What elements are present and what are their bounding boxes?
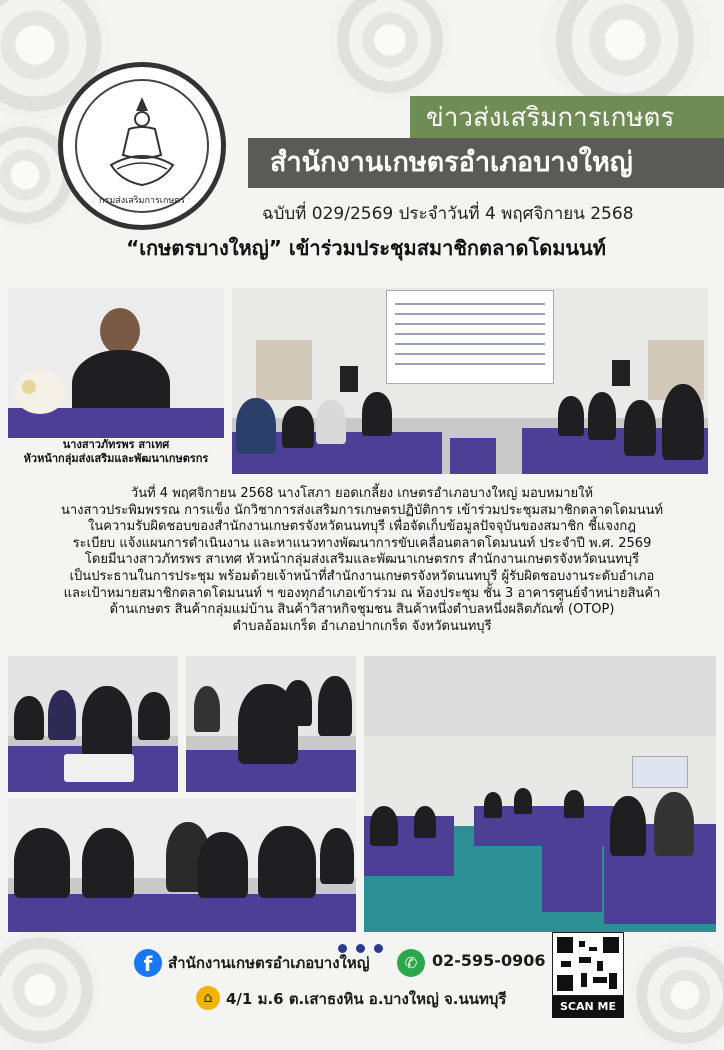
scan-me-label: SCAN ME bbox=[552, 996, 624, 1018]
photo-participants-table bbox=[186, 656, 356, 792]
photo-participants-speaking bbox=[8, 656, 178, 792]
newsletter-title: ข่าวส่งเสริมการเกษตร bbox=[426, 103, 675, 133]
qr-code bbox=[552, 932, 624, 996]
photo-caption bbox=[8, 438, 224, 466]
office-banner bbox=[248, 138, 724, 188]
article-line: นางสาวประพิมพรรณ การแข็ง นักวิชาการส่งเสริมการเกษตรปฏิบัติการ เข้าร่วมประชุมสมาชิกตลาดโดมนนท์ bbox=[60, 502, 664, 518]
article-line: ในความรับผิดชอบของสำนักงานเกษตรจังหวัดนนทบุรี เพื่อจัดเก็บข้อมูลปัจจุบันของสมาชิก ชี้แจงกฎ bbox=[88, 519, 636, 535]
article-line: เป็นประธานในการประชุม พร้อมด้วยเจ้าหน้าที่สำนักงานเกษตรจังหวัดนนทบุรี ผู้รับผิดชอบงานระดับอำเภอ bbox=[69, 568, 655, 584]
article-line: ระเบียบ แจ้งแผนการดำเนินงาน และหาแนวทางพัฒนาการขับเคลื่อนตลาดโดมนนท์ ประจำปี พ.ศ. 2569 bbox=[72, 535, 652, 551]
phone-number: 02-595-0906 bbox=[432, 951, 546, 970]
decorative-flower-bottom-left bbox=[0, 930, 100, 1050]
office-name: สำนักงานเกษตรอำเภอบางใหญ่ bbox=[270, 147, 633, 178]
department-seal-logo bbox=[58, 62, 226, 230]
photo-participants-seated bbox=[8, 798, 356, 932]
decorative-flower-top-center bbox=[330, 0, 450, 100]
article-body bbox=[0, 486, 724, 635]
article-line: และเป้าหมายสมาชิกตลาดโดมนนท์ ฯ ของทุกอำเภอเข้าร่วม ณ ห้องประชุม ชั้น 3 อาคารศูนย์จำหน่ายสินค้า bbox=[63, 585, 661, 601]
photo-chairperson bbox=[8, 288, 224, 438]
page-title: “เกษตรบางใหญ่” เข้าร่วมประชุมสมาชิกตลาดโดมนนท์ bbox=[126, 236, 606, 260]
office-address: 4/1 ม.6 ต.เสาธงหิน อ.บางใหญ่ จ.นนทบุรี bbox=[226, 990, 507, 1008]
seal-text: กรมส่งเสริมการเกษตร bbox=[99, 196, 185, 206]
article-line: วันที่ 4 พฤศจิกายน 2568 นางโสภา ยอดเกลี้ยง เกษตรอำเภอบางใหญ่ มอบหมายให้ bbox=[130, 486, 594, 501]
photo-meeting-room-wide bbox=[232, 288, 708, 474]
caption-title: หัวหน้ากลุ่มส่งเสริมและพัฒนาเกษตรกร bbox=[23, 452, 209, 465]
decorative-flower-bottom-right bbox=[630, 940, 724, 1050]
facebook-icon: f bbox=[134, 949, 162, 977]
article-line: ด้านเกษตร สินค้ากลุ่มแม่บ้าน สินค้าวิสาหกิจชุมชน สินค้าหนึ่งตำบลหนึ่งผลิตภัณฑ์ (OTOP) bbox=[109, 602, 615, 618]
article-line: โดยมีนางสาวภัทรพร สาเทศ หัวหน้ากลุ่มส่งเสริมและพัฒนาเกษตรกร สำนักงานเกษตรจังหวัดนนทบุรี bbox=[84, 552, 640, 568]
photo-meeting-hall bbox=[364, 656, 716, 932]
caption-name: นางสาวภัทรพร สาเทศ bbox=[62, 438, 170, 451]
phone-icon: ✆ bbox=[397, 949, 425, 977]
issue-line: ฉบับที่ 029/2569 ประจำวันที่ 4 พฤศจิกายน 2568 bbox=[262, 204, 634, 224]
home-icon: ⌂ bbox=[196, 986, 220, 1010]
facebook-page-name: สำนักงานเกษตรอำเภอบางใหญ่ bbox=[168, 954, 370, 972]
deity-emblem bbox=[103, 95, 181, 191]
article-line: ตำบลอ้อมเกร็ด อำเภอปากเกร็ด จังหวัดนนทบุรี bbox=[232, 618, 492, 634]
decorative-flower-top-right bbox=[540, 0, 710, 110]
newsletter-banner bbox=[410, 96, 724, 140]
